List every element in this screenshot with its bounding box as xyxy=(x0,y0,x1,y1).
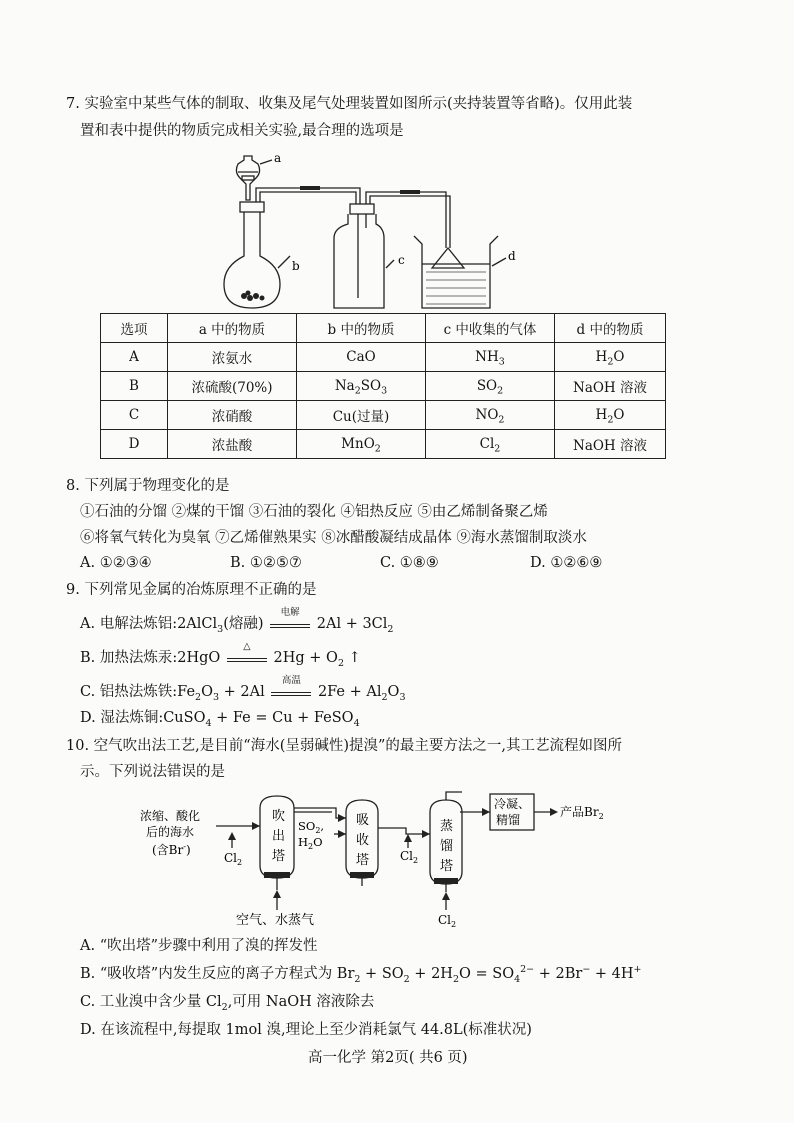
label-c: c xyxy=(398,253,405,267)
page-footer: 高一化学 第2页( 共6 页) xyxy=(308,1050,468,1066)
q10-choice-b[interactable]: B. “吸收塔”内发生反应的离子方程式为 $Br_2 + SO_2 + 2H_2O = SO_4^{2-} + 2Br^- + 4H^+$ xyxy=(80,964,642,985)
tower3-char-2: 馏 xyxy=(440,839,454,854)
q8-items-line1: ①石油的分馏 ②煤的干馏 ③石油的裂化 ④铝热反应 ⑤由乙烯制备聚乙烯 xyxy=(80,504,548,520)
cell-option: A xyxy=(101,343,168,372)
header-c: c 中收集的气体 xyxy=(426,314,555,343)
q10-stem-line1: 10. 空气吹出法工艺,是目前“海水(呈弱碱性)提溴”的最主要方法之一,其工艺流程如图所 xyxy=(66,738,623,754)
cell-c: $Cl_2$ xyxy=(426,430,555,459)
choice-b[interactable]: B. ①②⑤⑦ xyxy=(230,555,302,571)
cell-d: NaOH 溶液 xyxy=(555,430,666,459)
choice-a[interactable]: A. ①②③④ xyxy=(80,555,152,571)
table-header-row xyxy=(101,314,666,343)
header-d: d 中的物质 xyxy=(555,314,666,343)
cell-a: 浓盐酸 xyxy=(168,430,297,459)
cell-b: Cu(过量) xyxy=(297,401,426,430)
label-d: d xyxy=(508,249,516,263)
q9-choice-d[interactable]: D. 湿法炼铜:CuSO$_4$ + Fe = Cu + FeSO$_4$ xyxy=(80,710,360,729)
label-b: b xyxy=(292,259,300,273)
cell-d: NaOH 溶液 xyxy=(555,372,666,401)
tower3-char-1: 蒸 xyxy=(440,819,454,834)
q10-choice-d[interactable]: D. 在该流程中,每提取 1mol 溴,理论上至少消耗氯气 44.8L(标准状况) xyxy=(80,1022,532,1038)
cell-b: $Na_2SO_3$ xyxy=(297,372,426,401)
q10-process-flow-diagram xyxy=(140,790,604,930)
tower2-char-2: 收 xyxy=(356,833,370,848)
cell-b: CaO xyxy=(297,343,426,372)
cl2-label-2: $Cl_2$ xyxy=(400,849,419,865)
q8-items-line2: ⑥将氧气转化为臭氧 ⑦乙烯催熟果实 ⑧冰醋酸凝结成晶体 ⑨海水蒸馏制取淡水 xyxy=(80,530,587,546)
cell-c: $SO_2$ xyxy=(426,372,555,401)
tower1-char-2: 出 xyxy=(272,829,286,844)
header-a: a 中的物质 xyxy=(168,314,297,343)
q9-choice-c[interactable]: C. 铝热法炼铁$:Fe_2O_3 + 2Al$ 高温 $2Fe + Al_2O_3$ xyxy=(80,675,406,703)
cl2-label-1: $Cl_2$ xyxy=(224,851,243,867)
cell-d: $H_2O$ xyxy=(555,343,666,372)
tower2-char-1: 吸 xyxy=(356,813,370,828)
feed-label-2: 后的海水 xyxy=(146,825,195,839)
air-steam-label: 空气、水蒸气 xyxy=(236,913,315,928)
q7-stem-line2: 置和表中提供的物质完成相关实验,最合理的选项是 xyxy=(80,123,404,139)
q8-choices xyxy=(80,553,680,573)
q10-stem-line2: 示。下列说法错误的是 xyxy=(80,764,225,780)
cell-c: $NH_3$ xyxy=(426,343,555,372)
feed-label-1: 浓缩、酸化 xyxy=(140,809,201,823)
q10-choice-c[interactable]: C. 工业溴中含少量 $Cl_2$,可用 NaOH 溶液除去 xyxy=(80,994,375,1013)
table-row xyxy=(101,401,666,430)
cell-d: $H_2O$ xyxy=(555,401,666,430)
cell-option: C xyxy=(101,401,168,430)
so2-label: $SO_2$, xyxy=(298,819,325,835)
tower1-char-1: 吹 xyxy=(272,809,286,824)
cell-c: $NO_2$ xyxy=(426,401,555,430)
q7-stem-line1: 7. 实验室中某些气体的制取、收集及尾气处理装置如图所示(夹持装置等省略)。仅用此装 xyxy=(66,96,633,112)
cell-option: D xyxy=(101,430,168,459)
q9-stem: 9. 下列常见金属的冶炼原理不正确的是 xyxy=(66,582,317,598)
header-option: 选项 xyxy=(101,314,168,343)
product-label: 产品$Br_2$ xyxy=(560,805,604,821)
choice-c[interactable]: C. ①⑧⑨ xyxy=(380,555,439,571)
tower1-char-3: 塔 xyxy=(272,849,286,864)
choice-d[interactable]: D. ①②⑥⑨ xyxy=(530,555,603,571)
table-row xyxy=(101,430,666,459)
table-row xyxy=(101,343,666,372)
tower2-char-3: 塔 xyxy=(356,853,370,868)
q7-apparatus-figure xyxy=(200,148,560,308)
cell-b: MnO$_2$ xyxy=(297,430,426,459)
label-a: a xyxy=(274,151,282,165)
q7-options-table xyxy=(100,313,666,459)
cl2-label-3: $Cl_2$ xyxy=(438,913,457,929)
cell-option: B xyxy=(101,372,168,401)
condenser-label-2: 精馏 xyxy=(496,813,521,827)
cell-a: 浓硫酸(70%) xyxy=(168,372,297,401)
cell-a: 浓硝酸 xyxy=(168,401,297,430)
condenser-label-1: 冷凝、 xyxy=(494,797,531,811)
q9-choice-a[interactable]: A. 电解法炼铝:2AlCl$_3$(熔融) 电解 $2Al + 3Cl_2$ xyxy=(80,607,394,635)
table-row xyxy=(101,372,666,401)
feed-label-3: (含Br-) xyxy=(152,842,191,857)
cell-a: 浓氨水 xyxy=(168,343,297,372)
h2o-label: $H_2O$ xyxy=(298,835,323,851)
q10-choice-a[interactable]: A. “吹出塔”步骤中利用了溴的挥发性 xyxy=(80,938,318,954)
header-b: b 中的物质 xyxy=(297,314,426,343)
tower3-char-3: 塔 xyxy=(440,859,454,874)
q9-choice-b[interactable]: B. 加热法炼汞:2HgO △ $2Hg + O_2$ ↑ xyxy=(80,641,361,669)
q8-stem: 8. 下列属于物理变化的是 xyxy=(66,478,230,494)
